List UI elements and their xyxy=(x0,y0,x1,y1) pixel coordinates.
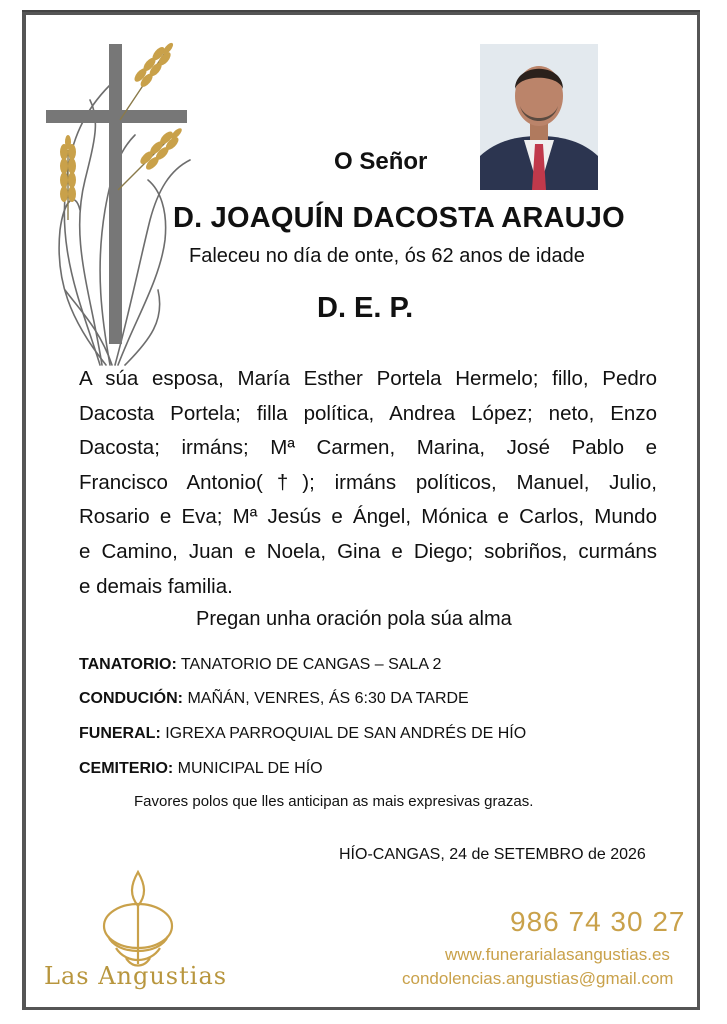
dep-text: D. E. P. xyxy=(317,292,414,324)
family-line: A súa esposa, María Esther Portela Hermelo; fillo, Pedro xyxy=(79,367,657,390)
family-line: Dacosta Portela; filla política, Andrea López; neto, Enzo xyxy=(79,401,657,425)
website-link[interactable]: www.funerarialasangustias.es xyxy=(445,945,670,964)
detail-tanatorio xyxy=(79,656,441,674)
thanks-text: Favores polos que lles anticipan as mais expresivas grazas. xyxy=(134,793,534,810)
salutation: O Señor xyxy=(334,148,428,175)
detail-conducion xyxy=(79,690,469,708)
detail-label: CEMITERIO: xyxy=(79,760,174,777)
portrait-photo xyxy=(480,44,598,190)
detail-funeral xyxy=(79,725,526,743)
detail-value: MUNICIPAL DE HÍO xyxy=(177,760,323,777)
cross-horizontal xyxy=(46,110,187,123)
detail-value: TANATORIO DE CANGAS – SALA 2 xyxy=(180,656,442,673)
detail-label: TANATORIO: xyxy=(79,656,177,673)
email-link[interactable]: condolencias.angustias@gmail.com xyxy=(402,969,674,988)
death-note: Faleceu no día de onte, ós 62 anos de idade xyxy=(189,245,585,267)
family-line: e demais familia. xyxy=(79,574,233,598)
family-line: e Camino, Juan e Noela, Gina e Diego; sobriños, curmáns xyxy=(79,539,657,563)
detail-cemiterio xyxy=(79,760,323,778)
family-paragraph xyxy=(79,362,657,604)
family-line: Francisco Antonio(†); irmáns políticos, Manuel, Julio, xyxy=(79,470,657,494)
prayer-text: Pregan unha oración pola súa alma xyxy=(196,608,512,630)
detail-label: FUNERAL: xyxy=(79,725,161,742)
cross-vertical xyxy=(109,44,122,344)
place-date: HÍO-CANGAS, 24 de SETEMBRO de 2026 xyxy=(339,846,646,863)
family-line: Dacosta; irmáns; Mª Carmen, Marina, José Pablo e xyxy=(79,436,657,460)
phone-number[interactable]: 986 74 30 27 xyxy=(510,906,686,937)
detail-value: MAÑÁN, VENRES, ÁS 6:30 DA TARDE xyxy=(187,690,469,707)
brand-name: Las Angustias xyxy=(44,962,228,990)
deceased-name: D. JOAQUÍN DACOSTA ARAUJO xyxy=(173,202,625,234)
detail-label: CONDUCIÓN: xyxy=(79,690,183,707)
detail-value: IGREXA PARROQUIAL DE SAN ANDRÉS DE HÍO xyxy=(165,725,527,742)
family-line: Rosario e Eva; Mª Jesús e Ángel, Mónica e Carlos, Mundo xyxy=(79,505,657,529)
